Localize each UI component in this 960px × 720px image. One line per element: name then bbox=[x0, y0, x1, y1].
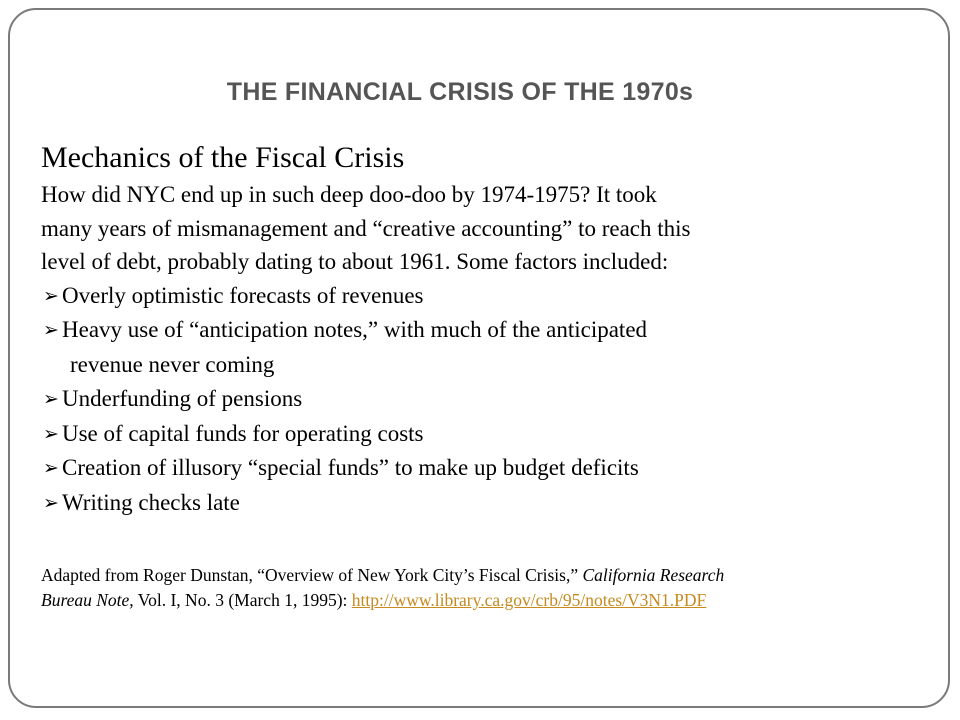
citation-publication-cont: Bureau Note, bbox=[41, 590, 134, 610]
list-item-text: Writing checks late bbox=[62, 489, 240, 515]
arrow-bullet-icon: ➢ bbox=[43, 284, 59, 307]
factors-list bbox=[41, 279, 921, 521]
list-item-text: Overly optimistic forecasts of revenues bbox=[62, 282, 424, 308]
list-item-text: Use of capital funds for operating costs bbox=[62, 420, 424, 446]
list-item bbox=[41, 451, 921, 486]
arrow-bullet-icon: ➢ bbox=[43, 491, 59, 514]
citation-publication: California Research bbox=[582, 565, 725, 585]
list-item bbox=[41, 417, 921, 452]
arrow-bullet-icon: ➢ bbox=[43, 319, 59, 341]
list-item bbox=[41, 313, 921, 382]
slide-content bbox=[41, 138, 921, 520]
source-link[interactable]: http://www.library.ca.gov/crb/95/notes/V3N1.PDF bbox=[351, 590, 707, 610]
intro-line: level of debt, probably dating to about 1961. Some factors included: bbox=[41, 249, 669, 274]
intro-paragraph bbox=[41, 178, 921, 279]
arrow-bullet-icon: ➢ bbox=[43, 388, 59, 410]
list-item bbox=[41, 486, 921, 521]
citation-details: Vol. I, No. 3 (March 1, 1995): bbox=[133, 590, 352, 610]
slide-title: THE FINANCIAL CRISIS OF THE 1970s bbox=[226, 78, 694, 106]
arrow-bullet-icon: ➢ bbox=[43, 457, 59, 479]
intro-line: How did NYC end up in such deep doo-doo by 1974-1975? It took bbox=[41, 182, 657, 207]
arrow-bullet-icon: ➢ bbox=[43, 422, 59, 445]
slide-subtitle: Mechanics of the Fiscal Crisis bbox=[41, 141, 405, 174]
list-item-text: Creation of illusory “special funds” to make up budget deficits bbox=[62, 455, 639, 480]
list-item bbox=[41, 382, 921, 417]
list-item-text: Heavy use of “anticipation notes,” with much of the anticipated bbox=[62, 317, 648, 342]
citation-line-2 bbox=[41, 588, 921, 613]
intro-line: many years of mismanagement and “creative accounting” to reach this bbox=[41, 215, 691, 241]
list-item-continuation: revenue never coming bbox=[70, 351, 275, 377]
citation bbox=[41, 563, 921, 613]
list-item bbox=[41, 279, 921, 314]
list-item-text: Underfunding of pensions bbox=[62, 386, 303, 411]
citation-prefix: Adapted from Roger Dunstan, “Overview of New York City’s Fiscal Crisis,” bbox=[41, 565, 583, 585]
